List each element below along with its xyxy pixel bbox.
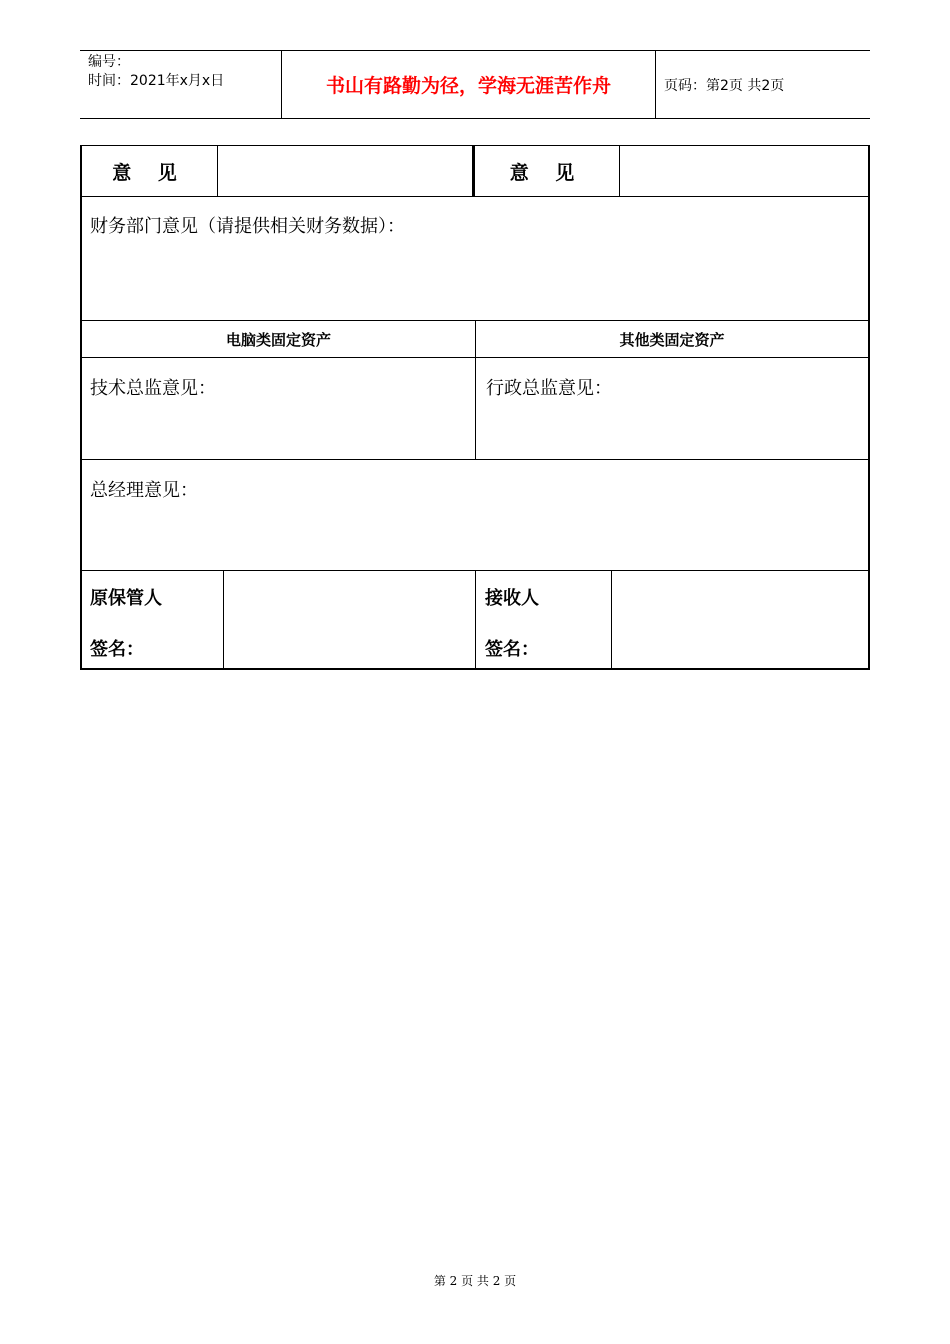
opinion-field-left[interactable]	[218, 146, 472, 196]
page-footer: 第 2 页 共 2 页	[433, 1274, 517, 1288]
original-keeper-sign-field[interactable]	[224, 571, 475, 669]
receiver-sign-label: 签名：	[485, 639, 539, 660]
row-divider	[82, 196, 868, 197]
document-number-label: 编号：	[88, 54, 130, 70]
header-motto: 书山有路勤为径，学海无涯苦作舟	[281, 51, 656, 118]
original-keeper-label: 原保管人	[90, 588, 162, 609]
opinion-label-right: 意 见	[509, 161, 585, 184]
original-keeper-sign-label: 签名：	[90, 639, 144, 660]
col-divider	[475, 570, 476, 669]
tech-director-opinion-label: 技术总监意见：	[90, 378, 216, 399]
asset-transfer-form	[80, 145, 870, 670]
header-page-info: 页码：第2页 共2页	[664, 77, 785, 94]
finance-opinion-label: 财务部门意见（请提供相关财务数据）：	[90, 216, 405, 237]
computer-assets-label: 电脑类固定资产	[225, 330, 331, 349]
other-assets-label: 其他类固定资产	[619, 330, 725, 349]
page-header	[80, 50, 870, 119]
opinion-label-left: 意 见	[112, 161, 187, 184]
opinion-field-right[interactable]	[620, 146, 868, 196]
admin-director-opinion-label: 行政总监意见：	[486, 378, 612, 399]
header-meta	[80, 51, 280, 118]
row-divider	[82, 459, 868, 460]
document-time-label: 时间：2021年x月x日	[88, 73, 225, 89]
receiver-label: 接收人	[485, 588, 539, 609]
receiver-sign-field[interactable]	[612, 571, 868, 669]
gm-opinion-label: 总经理意见：	[90, 480, 198, 501]
